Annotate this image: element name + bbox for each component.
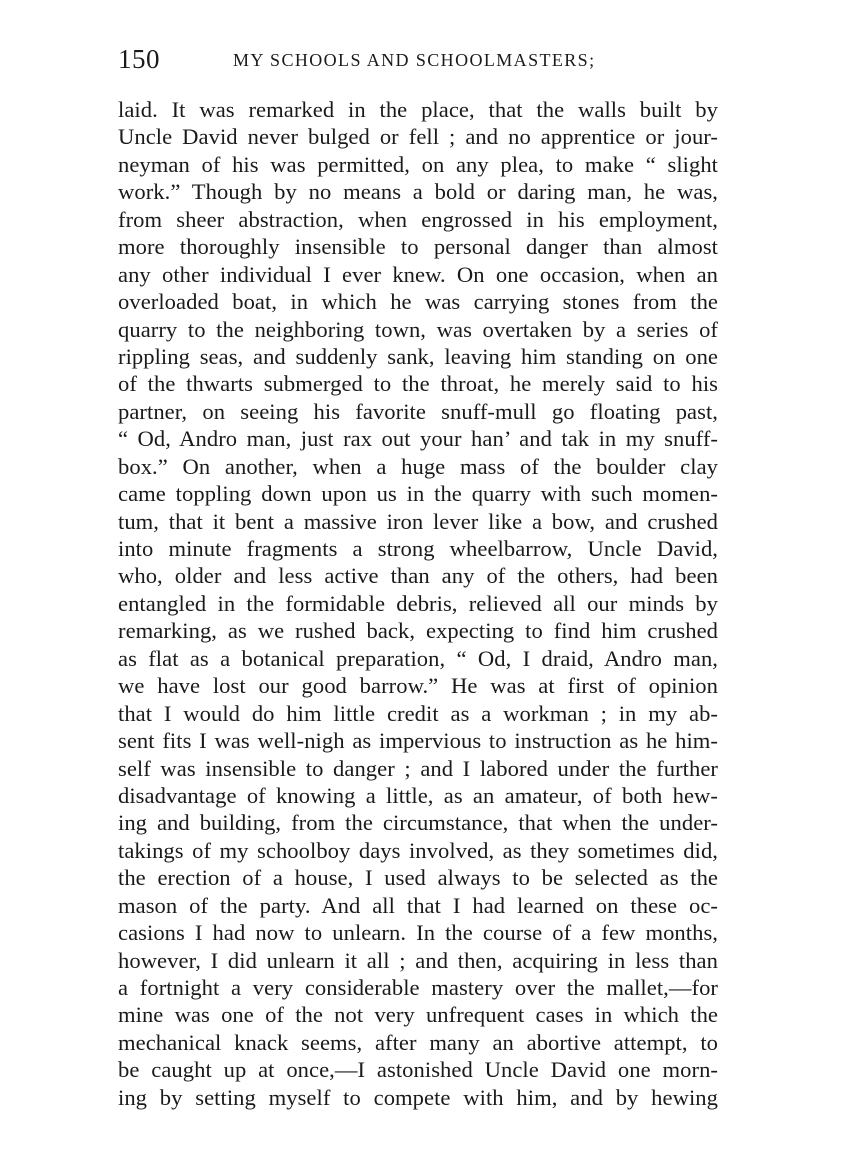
text-line: casions I had now to unlearn. In the course of a few months, xyxy=(118,920,718,946)
text-line: overloaded boat, in which he was carrying stones from the xyxy=(118,289,718,315)
text-line: laid. It was remarked in the place, that the walls built by xyxy=(118,97,718,122)
text-line: Uncle David never bulged or fell ; and no apprentice or jour- xyxy=(118,124,718,150)
running-head xyxy=(118,44,718,84)
text-line: mine was one of the not very unfrequent cases in which the xyxy=(118,1002,718,1028)
text-line: mason of the party. And all that I had learned on these oc- xyxy=(118,892,718,918)
text-line: we have lost our good barrow.” He was at first of opinion xyxy=(118,673,718,699)
text-line: work.” Though by no means a bold or daring man, he was, xyxy=(118,179,718,205)
text-line: any other individual I ever knew. On one occasion, when an xyxy=(118,261,718,287)
text-line: “ Od, Andro man, just rax out your han’ and tak in my snuff- xyxy=(118,426,718,452)
text-line: from sheer abstraction, when engrossed in his employment, xyxy=(118,206,718,232)
text-line: mechanical knack seems, after many an abortive attempt, to xyxy=(118,1029,718,1055)
text-line: box.” On another, when a huge mass of the boulder clay xyxy=(118,453,718,479)
text-line: quarry to the neighboring town, was overtaken by a series of xyxy=(118,316,718,342)
running-title: MY SCHOOLS AND SCHOOLMASTERS; xyxy=(233,50,596,70)
text-line: who, older and less active than any of the others, had been xyxy=(118,563,718,589)
text-line: ing and building, from the circumstance, that when the under- xyxy=(118,810,718,836)
page-number: 150 xyxy=(118,44,160,74)
text-line: rippling seas, and suddenly sank, leaving him standing on one xyxy=(118,343,718,369)
text-line: came toppling down upon us in the quarry with such momen- xyxy=(118,481,718,507)
text-line: more thoroughly insensible to personal danger than almost xyxy=(118,234,718,260)
text-line: remarking, as we rushed back, expecting to find him crushed xyxy=(118,618,718,644)
text-line: sent fits I was well-nigh as impervious to instruction as he him- xyxy=(118,728,718,754)
text-line: be caught up at once,—I astonished Uncle David one morn- xyxy=(118,1057,718,1083)
text-line: the erection of a house, I used always to be selected as the xyxy=(118,865,718,891)
text-line: disadvantage of knowing a little, as an amateur, of both hew- xyxy=(118,782,718,808)
text-line: takings of my schoolboy days involved, as they sometimes did, xyxy=(118,837,718,863)
text-line: however, I did unlearn it all ; and then, acquiring in less than xyxy=(118,947,718,973)
text-line: partner, on seeing his favorite snuff-mull go floating past, xyxy=(118,398,718,424)
body-text xyxy=(118,96,718,1111)
text-line: a fortnight a very considerable mastery over the mallet,—for xyxy=(118,975,718,1000)
text-line: ing by setting myself to compete with him, and by hewing xyxy=(118,1084,718,1110)
text-line: into minute fragments a strong wheelbarrow, Uncle David, xyxy=(118,536,718,561)
text-line: of the thwarts submerged to the throat, he merely said to his xyxy=(118,371,718,397)
text-line: that I would do him little credit as a workman ; in my ab- xyxy=(118,700,718,726)
text-line: self was insensible to danger ; and I labored under the further xyxy=(118,755,718,781)
text-line: as flat as a botanical preparation, “ Od, I draid, Andro man, xyxy=(118,645,718,671)
text-line: entangled in the formidable debris, relieved all our minds by xyxy=(118,590,718,616)
text-line: neyman of his was permitted, on any plea, to make “ slight xyxy=(118,151,718,177)
text-line: tum, that it bent a massive iron lever like a bow, and crushed xyxy=(118,508,718,534)
